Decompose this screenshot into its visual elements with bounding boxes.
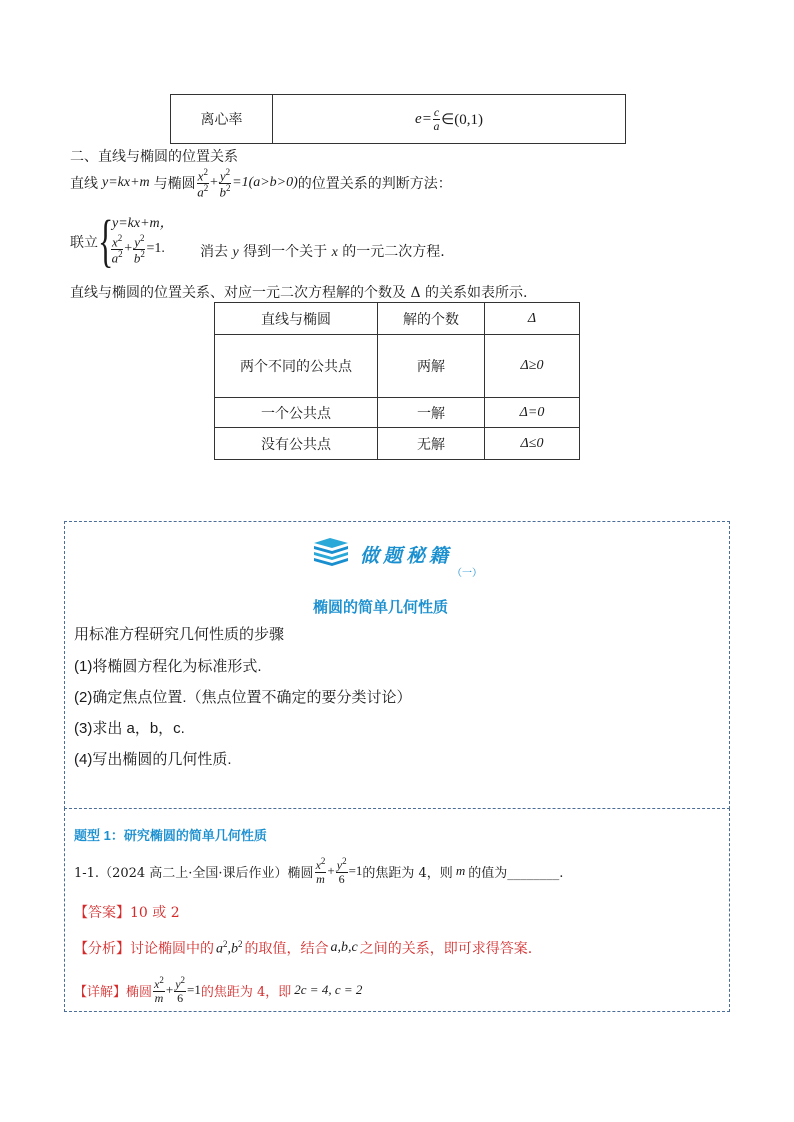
system-equation-ellipse: $\frac{x^2}{a^2}$ + $\frac{y^2}{b^2}$ =1. [111,233,165,266]
table-cell: 无解 [378,428,485,460]
table-row [215,335,580,398]
tips-step: (2)确定焦点位置.（焦点位置不确定的要分类讨论） [74,689,412,706]
table-cell: Δ=0 [485,398,580,428]
table-cell: 没有公共点 [215,428,378,460]
analysis-line: 【分析】 讨论椭圆中的 $a^2,b^2$ 的取值，结合 a,b,c 之间的关系，即可求得答案. [74,938,533,957]
tips-step: (1)将椭圆方程化为标准形式. [74,658,262,675]
eccentricity-formula: e= $\frac{c}{a}$ ∈(0,1) [415,104,483,133]
elimination-description: 消去 y 得到一个关于 x 的一元二次方程. [200,244,445,260]
lianli-label: 联立 [70,235,98,251]
system-equation-line: y=kx+m， [112,216,174,231]
table-cell: 一个公共点 [215,398,378,428]
tips-step: (3)求出 a，b，c. [74,720,185,737]
answer-line: 【答案】10 或 2 [74,905,180,921]
detail-line: 【详解】 椭圆 $\frac{x^2}{m}$ + $\frac{y^2}{6}$ =1 的焦距为 4，即 2c = 4, c = 2 [74,975,363,1005]
table-header-cell: 直线与椭圆 [215,303,378,335]
table-cell: Δ≤0 [485,428,580,460]
table-row [215,428,580,460]
table-header-cell: Δ [485,303,580,335]
eccentricity-table [170,94,626,144]
tips-step: (4)写出椭圆的几何性质. [74,751,232,768]
table-intro-text: 直线与椭圆的位置关系、对应一元二次方程解的个数及 Δ 的关系如表所示. [70,285,528,301]
table-cell: 两解 [378,335,485,398]
tips-title: 椭圆的简单几何性质 [313,599,449,616]
table-header-cell: 解的个数 [378,303,485,335]
section-heading: 二、直线与椭圆的位置关系 [70,149,238,165]
judgement-method-line: 直线 y=kx+m 与椭圆 $\frac{x^2}{a^2}$ + $\frac{y^2}{b^2}$ =1(a>b>0) 的位置关系的判断方法： [70,167,452,200]
book-stack-icon [312,537,350,571]
table-cell: 一解 [378,398,485,428]
banner-subtitle: （一） [452,568,482,579]
eccentricity-label: 离心率 [171,95,273,143]
position-relation-table [214,302,580,460]
table-cell: 两个不同的公共点 [215,335,378,398]
system-brace: { [98,208,114,273]
problem-type-title: 题型 1：研究椭圆的简单几何性质 [74,828,267,843]
problem-stem: 1-1.（2024 高二上·全国·课后作业）椭圆 $\frac{x^2}{m}$ + $\frac{y^2}{6}$ =1 的焦距为 4，则 m 的值为________. [74,856,564,886]
banner-title: 做题秘籍 [360,545,453,567]
table-row [215,398,580,428]
table-cell: Δ≥0 [485,335,580,398]
table-header-row [215,303,580,335]
tips-intro: 用标准方程研究几何性质的步骤 [74,626,285,643]
